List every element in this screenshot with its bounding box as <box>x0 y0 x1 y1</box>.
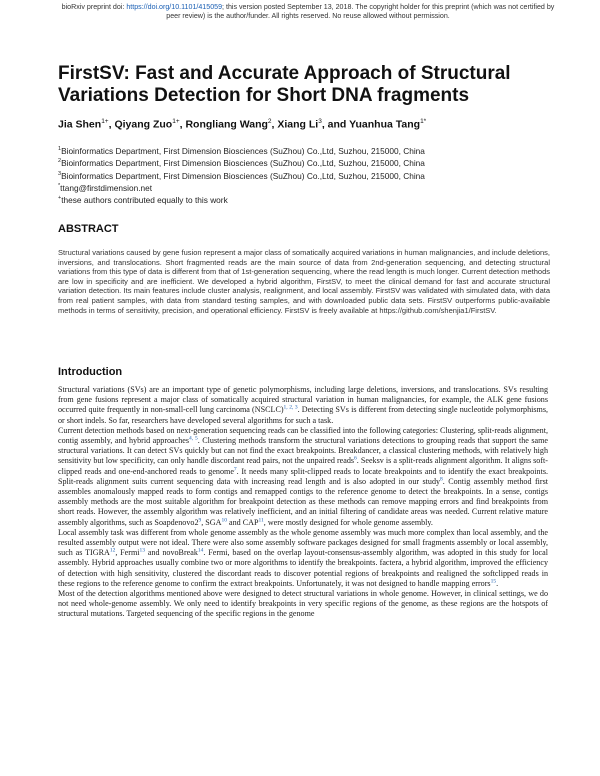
author-name: Jia Shen <box>58 118 102 131</box>
introduction-heading: Introduction <box>58 366 123 378</box>
author-name: Qiyang Zuo <box>114 118 173 131</box>
affiliation-line <box>58 169 558 181</box>
body-text-run: Structural variations (SVs) are an important type of genetic polymorphisms, including large deletions, inversions, and translocations. SVs resulting from gene fusions represent a major class of somatically acquired structural variation in human malignancies, for example, the ALK gene fusions occurred quite frequently in non-small-cell lung carcinoma (NSCLC) <box>58 385 548 415</box>
author-affiliation-mark: 3 <box>318 118 322 125</box>
author-separator: , <box>179 118 186 131</box>
intro-paragraph-4: Most of the detection algorithms mentioned above were designed to detect structural variations in whole genome. However, in clinical settings, we do not need whole-genome assembly. We only need to identify breakpoints in very specific regions of the genome, as these regions are the hotspots of structural mutations. Targeted sequencing of the specific regions in the genome <box>58 589 548 619</box>
body-text-run: . Clustering methods transform the structural variations detections to grouping reads that support the same structural variations. It can detect SVs quickly but can not find the exact breakpoints. Breakdancer, a classical clustering methods, with relatively high sensitivity but low specificity, can only handle discordant read pairs, not the unpaired reads <box>58 436 549 466</box>
citation-ref[interactable]: 12 <box>109 547 116 554</box>
affiliation-mark: + <box>58 195 62 202</box>
abstract-heading: ABSTRACT <box>58 223 119 235</box>
body-text-run: . Detecting SVs is different from detecting single nucleotide polymorphisms, or short indels. So far, researchers have developed several algorithms for such a task. <box>58 405 549 425</box>
body-text-run: , were mostly designed for whole genome assembly. <box>263 517 433 527</box>
affiliation-line <box>58 193 558 205</box>
affiliation-mark: 1 <box>58 146 62 152</box>
affiliation-line <box>58 156 558 168</box>
author-separator: , <box>108 118 115 131</box>
citation-ref[interactable]: 4, 5 <box>189 435 198 442</box>
affiliation-mark: * <box>58 183 61 190</box>
body-text-run: and CAP <box>227 517 259 527</box>
author-name: Rongliang Wang <box>185 118 268 131</box>
corresponding-email[interactable]: ttang@firstdimension.net <box>60 182 153 193</box>
doi-link[interactable]: https://doi.org/10.1101/415059 <box>126 3 223 11</box>
citation-ref[interactable]: 11 <box>258 516 264 523</box>
body-text-run: , SGA <box>201 517 222 527</box>
affiliation-list <box>58 144 558 206</box>
body-text-run: . <box>496 578 499 588</box>
intro-paragraph-1 <box>58 385 548 426</box>
author-name: Xiang Li <box>277 118 319 131</box>
affiliation-mark: 2 <box>58 158 62 165</box>
author-separator: , <box>271 118 278 131</box>
preprint-header-note <box>58 3 558 21</box>
affiliation-text: Bioinformatics Department, First Dimension Biosciences (SuZhou) Co.,Ltd, Suzhou, 215000, China <box>61 158 425 169</box>
paper-title: FirstSV: Fast and Accurate Approach of Structural Variations Detection for Short DNA fragments <box>58 63 511 106</box>
body-text-run: . It needs many split-clipped reads to locate breakpoints and to identify the exact breakpoints. Split-reads alignment suits current sequencing data with increasing read length and is also adopted in our study <box>58 466 548 486</box>
affiliation-text: Bioinformatics Department, First Dimension Biosciences (SuZhou) Co.,Ltd, Suzhou, 215000, China <box>61 145 425 156</box>
affiliation-text: these authors contributed equally to this work <box>61 195 228 206</box>
author-name: Yuanhua Tang <box>349 118 421 131</box>
body-text-run: Local assembly task was different from whole genome assembly as the whole genome assembly was much more complex than local assembly, and the resulted assembly output were not ideal. There were also some assembly software packages designed for small fragments assembly or local assembly, such as TIGRA <box>58 527 548 558</box>
intro-paragraph-3 <box>58 528 548 589</box>
citation-ref[interactable]: 13 <box>139 547 146 554</box>
body-text-run: and novoBreak <box>145 548 198 558</box>
affiliation-text: Bioinformatics Department, First Dimension Biosciences (SuZhou) Co.,Ltd, Suzhou, 215000, China <box>61 170 425 181</box>
header-prefix: bioRxiv preprint doi: <box>61 3 127 11</box>
body-text-run: Current detection methods based on next-generation sequencing reads can be classified into the following categories: Clustering, split-reads alignment, contig assembly, and hybrid approaches <box>58 425 548 446</box>
author-list <box>58 118 558 131</box>
author-affiliation-mark: 1+ <box>172 118 180 125</box>
citation-ref[interactable]: 7 <box>233 465 237 472</box>
affiliation-mark: 3 <box>58 170 62 177</box>
affiliation-line <box>58 144 558 156</box>
citation-ref[interactable]: 6 <box>354 455 357 462</box>
body-text-run: . Seeksv is a split-reads alignment algorithm. It aligns soft-clipped reads and one-end-anchored reads to genome <box>58 456 548 476</box>
citation-ref[interactable]: 8 <box>440 476 443 483</box>
citation-ref[interactable]: 14 <box>197 547 204 554</box>
header-suffix: ; this version posted September 13, 2018. The copyright holder for this preprint (which was not certified by peer review) is the author/funder. All rights reserved. No reuse allowed without permission. <box>166 3 555 20</box>
citation-ref[interactable]: 1, 2, 3 <box>283 404 298 411</box>
introduction-body <box>58 385 548 620</box>
body-text-run: . Fermi, based on the overlap layout-consensus-assembly algorithm, was adopted in this study for local assembly. Hybrid approaches usually combine two or more algorithms to identify the breakpoints. factera, a hybrid algorithm, improved the efficiency of detection with high sensitivity, clustered the discordant reads to discover potential regions of breakpoints and realigned the softclipped reads in these regions to the reference genome to confirm the extract breakpoints. Unfortunately, it was not designed to handle mapping errors <box>58 548 548 588</box>
body-text-run: , Fermi <box>115 548 140 558</box>
citation-ref[interactable]: 9 <box>198 516 202 523</box>
citation-ref[interactable]: 15 <box>490 578 497 585</box>
author-affiliation-mark: 2 <box>267 118 272 125</box>
author-separator: , and <box>321 118 350 131</box>
affiliation-line <box>58 181 558 193</box>
author-affiliation-mark: 1* <box>420 118 427 125</box>
author-affiliation-mark: 1+ <box>101 118 109 125</box>
intro-paragraph-2 <box>58 426 548 528</box>
abstract-body: Structural variations caused by gene fusion represent a major class of somatically acquired variations in human malignancies, and include deletions, inversions, and translocations. Short fragmented reads are the main source of data from 2nd-generation sequencing, and detecting structural variations from this type of data is different from that of 1st-generation sequencing, where the read length is much longer. Current detection methods are low in specificity and are inefficient. We developed a hybrid algorithm, FirstSV, to meet the clinical demand for fast and accurate structural variation detection. Its main features include cluster analysis, realignment, and local assembly. FirstSV was validated with simulated data, with data from real patient samples, with data from standard testing samples, and with downloaded public data sets. FirstSV outperforms public-available methods in terms of sensitivity, precision, and operational efficiency. FirstSV is freely available at https://github.com/shenjia1/FirstSV. <box>58 248 550 315</box>
citation-ref[interactable]: 10 <box>221 516 227 523</box>
body-text-run: . Contig assembly method first assembles anomalously mapped reads to form contigs and remapped contigs to the reference genome to detect the breakpoints. In a sense, contigs assembly methods are the most suitable algorithm for breakpoint detection as these methods can remove mapping errors and find breakpoints from short reads. However, the assembly algorithm was relatively inefficient, and an initial filtering of candidate areas was needed. Current relative mature assembly algorithms, such as Soapdenovo2 <box>58 476 548 527</box>
